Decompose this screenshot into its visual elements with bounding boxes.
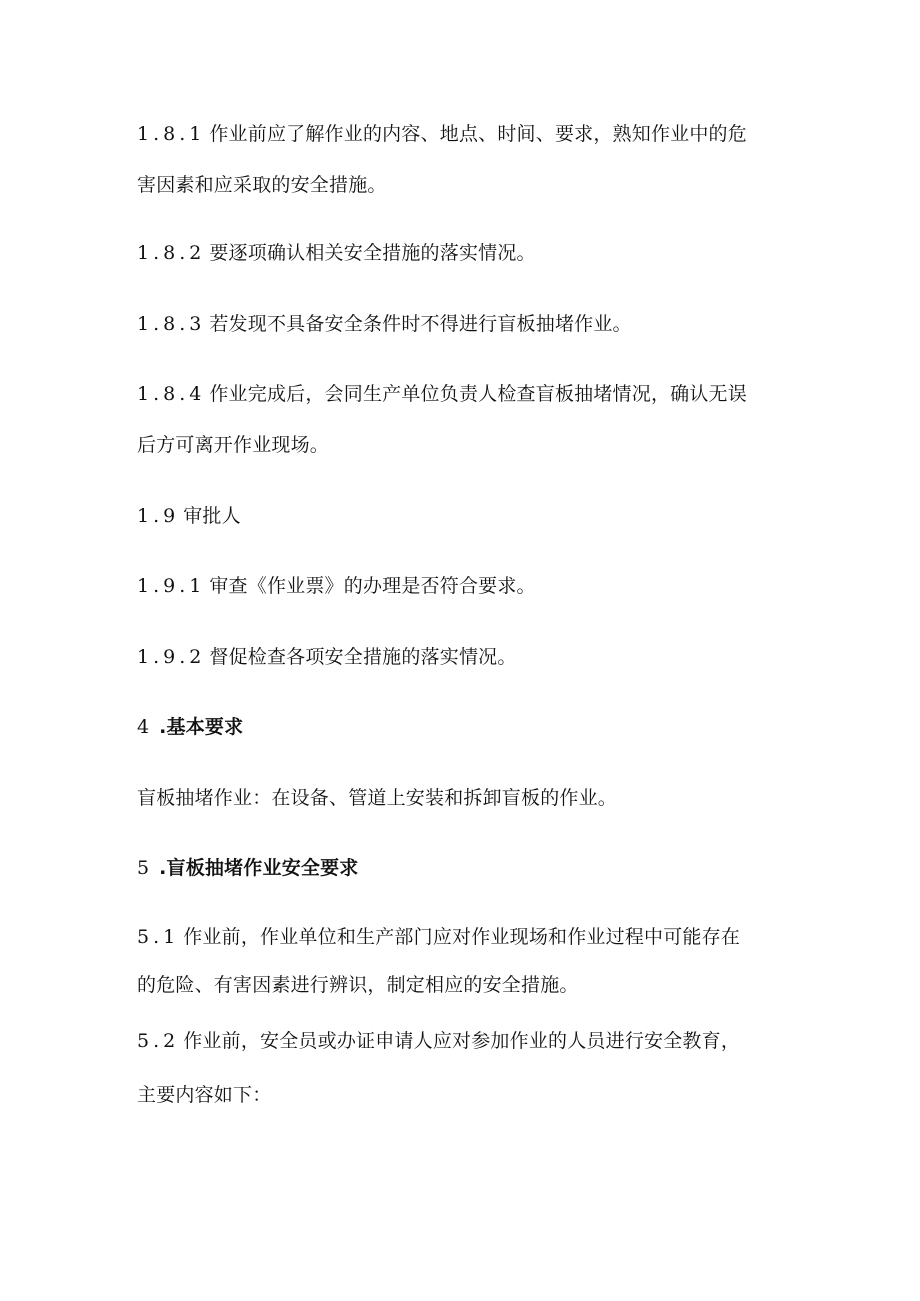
- section-heading-5: [137, 855, 787, 881]
- paragraph-5-1-cont: [137, 972, 787, 998]
- paragraph-text: 若发现不具备安全条件时不得进行盲板抽堵作业。: [209, 313, 632, 335]
- section-heading-4: [137, 714, 787, 740]
- paragraph-text: 要逐项确认相关安全措施的落实情况。: [209, 242, 536, 264]
- paragraph-text: 害因素和应采取的安全措施。: [137, 174, 387, 196]
- paragraph-definition: [137, 785, 787, 811]
- paragraph-5-2: [137, 1028, 787, 1054]
- paragraph-5-1: [137, 924, 787, 950]
- section-number: 5.2: [137, 1030, 180, 1052]
- paragraph-1-8-4: [137, 381, 787, 407]
- section-number: 5.1: [137, 926, 180, 948]
- paragraph-5-2-cont: [137, 1082, 787, 1108]
- section-number: 1.8.1: [137, 123, 206, 145]
- paragraph-text: 作业前，作业单位和生产部门应对作业现场和作业过程中可能存在: [183, 926, 741, 948]
- heading-text: .盲板抽堵作业安全要求: [159, 857, 359, 879]
- paragraph-1-9-2: [137, 644, 787, 670]
- section-number: 1.9.1: [137, 575, 206, 597]
- paragraph-text: 作业前应了解作业的内容、地点、时间、要求，熟知作业中的危: [209, 123, 747, 145]
- paragraph-1-8-2: [137, 240, 787, 266]
- paragraph-text: 后方可离开作业现场。: [137, 434, 330, 456]
- paragraph-1-8-1: [137, 121, 787, 147]
- paragraph-text: 督促检查各项安全措施的落实情况。: [209, 646, 517, 668]
- paragraph-1-8-4-cont: [137, 432, 787, 458]
- heading-text: .基本要求: [159, 716, 244, 738]
- paragraph-text: 作业完成后，会同生产单位负责人检查盲板抽堵情况，确认无误: [209, 383, 747, 405]
- paragraph-text: 的危险、有害因素进行辨识，制定相应的安全措施。: [137, 974, 579, 996]
- section-number: 4: [137, 716, 160, 738]
- paragraph-text: 审批人: [183, 505, 241, 527]
- paragraph-1-8-3: [137, 311, 787, 337]
- section-number: 5: [137, 857, 160, 879]
- paragraph-text: 作业前，安全员或办证申请人应对参加作业的人员进行安全教育，: [183, 1030, 741, 1052]
- section-number: 1.9: [137, 505, 180, 527]
- paragraph-text: 审查《作业票》的办理是否符合要求。: [209, 575, 536, 597]
- paragraph-text: 主要内容如下：: [137, 1084, 272, 1106]
- paragraph-1-9: [137, 503, 787, 529]
- section-number: 1.8.2: [137, 242, 206, 264]
- paragraph-text: 盲板抽堵作业：在设备、管道上安装和拆卸盲板的作业。: [137, 787, 618, 809]
- section-number: 1.9.2: [137, 646, 206, 668]
- paragraph-1-8-1-cont: [137, 172, 787, 198]
- section-number: 1.8.3: [137, 313, 206, 335]
- paragraph-1-9-1: [137, 573, 787, 599]
- section-number: 1.8.4: [137, 383, 206, 405]
